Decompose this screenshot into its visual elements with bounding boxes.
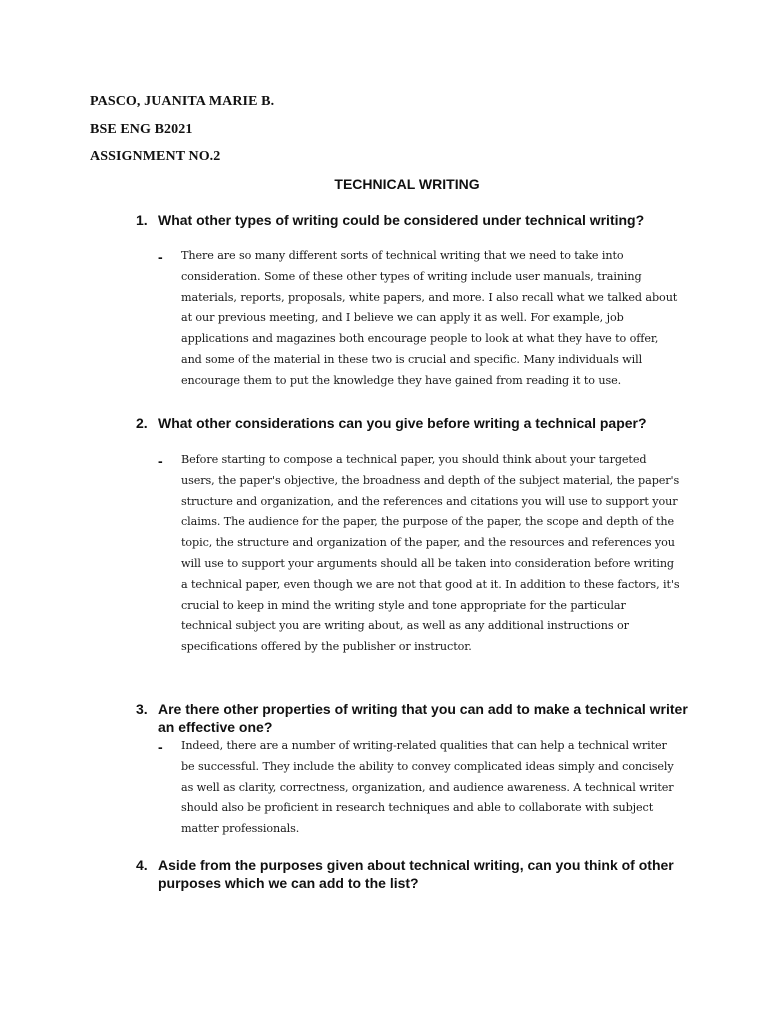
question-1 [136, 211, 696, 229]
question-3 [136, 700, 696, 736]
assignment-number: ASSIGNMENT NO.2 [90, 149, 221, 164]
question-number: 3. [136, 701, 148, 717]
answer-text: Indeed, there are a number of writing-related qualities that can help a technical writer be successful. They include the ability to convey complicated ideas simply and concisely as well as clarity, correctness, organization, and audience awareness. A technical writer should also be proficient in research techniques and able to collaborate with subject matter professionals. [181, 739, 674, 836]
answer-3 [158, 738, 680, 840]
question-text: What other types of writing could be considered under technical writing? [158, 212, 645, 228]
bullet-dash: - [158, 739, 163, 755]
bullet-dash: - [158, 453, 163, 469]
question-number: 1. [136, 212, 148, 228]
answer-2 [158, 452, 680, 658]
question-4 [136, 856, 696, 892]
answer-1 [158, 248, 680, 392]
answer-text: Before starting to compose a technical paper, you should think about your targeted users, the paper's objective, the broadness and depth of the subject material, the paper's structure and organization, and the references and citations you will use to support your claims. The audience for the paper, the purpose of the paper, the scope and depth of the topic, the structure and organization of the paper, and the resources and references you will use to support your arguments should all be taken into consideration before writing a technical paper, even though we are not that good at it. In addition to these factors, it's crucial to keep in mind the writing style and tone appropriate for the particular technical subject you are writing about, as well as any additional instructions or specifications offered by the publisher or instructor. [181, 453, 680, 654]
question-number: 2. [136, 415, 148, 431]
question-text: What other considerations can you give before writing a technical paper? [158, 415, 647, 431]
student-name: PASCO, JUANITA MARIE B. [90, 94, 275, 109]
answer-text: There are so many different sorts of technical writing that we need to take into consideration. Some of these other types of writing include user manuals, training materials, reports, proposals, white papers, and more. I also recall what we talked about at our previous meeting, and I believe we can apply it as well. For example, job applications and magazines both encourage people to look at what they have to offer, and some of the material in these two is crucial and specific. Many individuals will encourage them to put the knowledge they have gained from reading it to use. [181, 249, 678, 387]
question-text: Aside from the purposes given about technical writing, can you think of other purposes which we can add to the list? [158, 857, 674, 891]
course-section: BSE ENG B2021 [90, 122, 193, 137]
question-number: 4. [136, 857, 148, 873]
question-text: Are there other properties of writing that you can add to make a technical writer an effective one? [158, 701, 688, 735]
question-2 [136, 414, 696, 432]
document-title: TECHNICAL WRITING [334, 176, 480, 192]
bullet-dash: - [158, 249, 163, 265]
